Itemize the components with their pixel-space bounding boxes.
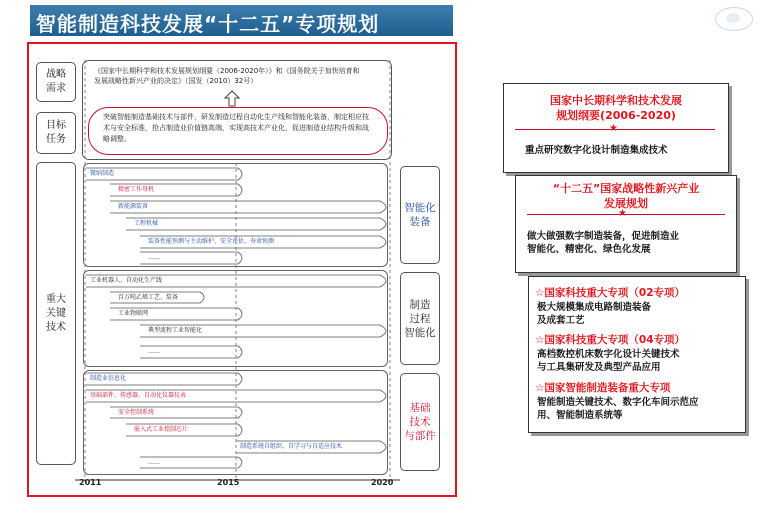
year-label: 2011 bbox=[79, 478, 102, 487]
policy-card-2-title: “十二五”国家战略性新兴产业 发展规划 bbox=[552, 182, 700, 210]
row-label-strategy: 战略 需求 bbox=[36, 62, 76, 102]
section-label-basic: 基础 技术 与部件 bbox=[400, 373, 440, 471]
policy-card-2-body: 做大做强数字制造装备，促进制造业 智能化、精密化、绿色化发展 bbox=[527, 231, 680, 255]
tech-item: 制造系统自组织、自学习与自适应技术 bbox=[240, 443, 343, 450]
policy-card-1-body: 重点研究数字化设计制造集成技术 bbox=[525, 145, 668, 156]
goal-text: 突破智能制造基础技术与部件，研发制造过程自动化生产线和智能化装备，制定相应技术与安全标准，抢占制造业价值链高端，实现高技术产业化，促进制造业结构升级和战略调整。 bbox=[88, 107, 388, 155]
section-label-process: 制造 过程 智能化 bbox=[400, 272, 440, 365]
row-label-goal: 目标 任务 bbox=[36, 112, 76, 154]
tech-item: 精密工作母机 bbox=[118, 186, 155, 193]
tech-item: …… bbox=[148, 459, 160, 466]
card-2-star-icon: ★ bbox=[618, 208, 627, 219]
tech-item: 嵌入式工业控制芯片 bbox=[134, 426, 189, 433]
project-head: ☆国家科技重大专项（04专项） bbox=[535, 334, 686, 346]
project-body: 极大规模集成电路制造装备 及成套工艺 bbox=[537, 302, 652, 326]
tech-item: 典型流程工业智能化 bbox=[148, 327, 203, 334]
tech-item: 基础部件、传感器、自动化仪器仪表 bbox=[90, 392, 187, 399]
policy-card-1-title: 国家中长期科学和技术发展 规划纲要(2006-2020) bbox=[550, 94, 682, 122]
tech-item: 工程机械 bbox=[134, 220, 159, 227]
tech-item: 制造业信息化 bbox=[90, 375, 127, 382]
project-head: ☆国家科技重大专项（02专项） bbox=[535, 287, 686, 299]
row-label-tech: 重大 关键 技术 bbox=[36, 162, 76, 465]
section-label-equipment: 智能化 装备 bbox=[400, 166, 440, 264]
year-label: 2020 bbox=[371, 478, 394, 487]
project-body: 高档数控机床数字化设计关键技术 与工具集研发及典型产品应用 bbox=[537, 349, 680, 373]
tech-item: …… bbox=[148, 254, 160, 261]
tech-item: …… bbox=[148, 348, 160, 355]
project-head: ☆国家智能制造装备重大专项 bbox=[535, 382, 671, 394]
tech-item: 新能源装备 bbox=[118, 203, 149, 210]
tech-item: 微纳制造 bbox=[90, 170, 115, 177]
card-1-star-icon: ★ bbox=[609, 123, 618, 134]
project-body: 智能制造关键技术、数字化车间示范应 用、智能制造系统等 bbox=[537, 397, 699, 421]
page-title: 智能制造科技发展“十二五”专项规划 bbox=[36, 12, 380, 36]
strategy-text: 《国家中长期科学和技术发展规划纲要（2006-2020年）》和《国务院关于加快培育和发展战略性新兴产业的决定》（国发（2010）32号） bbox=[94, 67, 360, 85]
tech-item: 装备性能预测与主动维护、安全评估、寿命预测 bbox=[148, 238, 275, 245]
tech-item: 百万吨乙烯工艺、装备 bbox=[118, 294, 179, 301]
year-label: 2015 bbox=[217, 478, 240, 487]
tech-item: 工业机器人、自动化生产线 bbox=[90, 277, 163, 284]
tech-item: 工业物联网 bbox=[118, 310, 149, 317]
tech-item: 安全控制系统 bbox=[118, 409, 155, 416]
